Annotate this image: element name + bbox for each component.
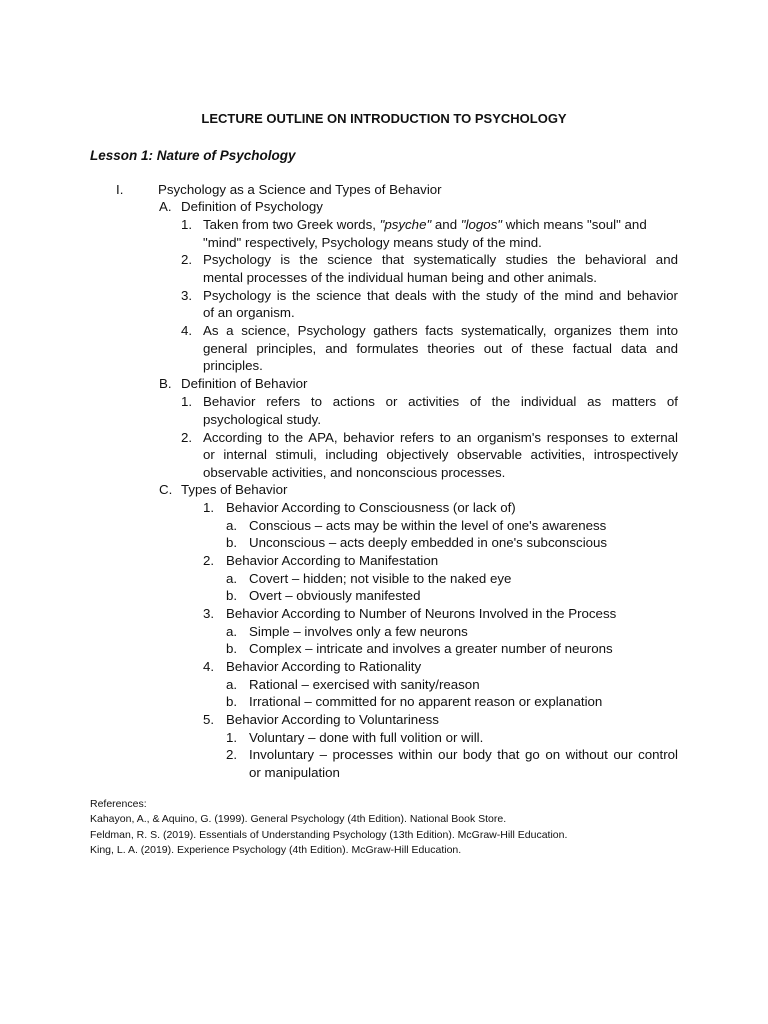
- subsection-heading: Types of Behavior: [181, 482, 288, 497]
- references: [90, 797, 567, 858]
- group-heading: Behavior According to Manifestation: [226, 553, 439, 568]
- item-text-part: which means "soul" and: [502, 217, 647, 232]
- letter-marker: B.: [159, 376, 172, 391]
- number-marker: 2.: [181, 430, 193, 445]
- letter-marker: a.: [226, 571, 238, 586]
- number-marker: 2.: [203, 553, 215, 568]
- number-marker: 1.: [181, 217, 193, 232]
- group-heading: Behavior According to Voluntariness: [226, 712, 439, 727]
- number-marker: 3.: [181, 288, 193, 303]
- item-text: or internal stimuli, including objectively observable activities, introspectively: [203, 447, 678, 462]
- lesson-heading: Lesson 1: Nature of Psychology: [90, 148, 296, 163]
- group-heading: Behavior According to Consciousness (or lack of): [226, 500, 516, 515]
- letter-marker: C.: [159, 482, 173, 497]
- item-text: observable activities, and nonconscious processes.: [203, 465, 506, 480]
- item-text: of an organism.: [203, 305, 295, 320]
- roman-marker: I.: [116, 182, 124, 197]
- item-text: Conscious – acts may be within the level of one's awareness: [249, 518, 607, 533]
- item-text: principles.: [203, 358, 263, 373]
- item-text: Simple – involves only a few neurons: [249, 624, 468, 639]
- subsection-heading: Definition of Behavior: [181, 376, 308, 391]
- item-text: Behavior refers to actions or activities of the individual as matters of: [203, 394, 678, 409]
- references-heading: References:: [90, 798, 147, 810]
- letter-marker: b.: [226, 535, 238, 550]
- item-text: According to the APA, behavior refers to an organism's responses to external: [203, 430, 678, 445]
- letter-marker: a.: [226, 518, 238, 533]
- group-heading: Behavior According to Number of Neurons Involved in the Process: [226, 606, 617, 621]
- item-text: Covert – hidden; not visible to the naked eye: [249, 571, 512, 586]
- reference-entry: Kahayon, A., & Aquino, G. (1999). General Psychology (4th Edition). National Book Store.: [90, 813, 507, 826]
- item-text: Rational – exercised with sanity/reason: [249, 677, 480, 692]
- letter-marker: a.: [226, 624, 238, 639]
- item-text: general principles, and formulates theories out of these factual data and: [203, 341, 678, 356]
- letter-marker: b.: [226, 588, 238, 603]
- letter-marker: a.: [226, 677, 238, 692]
- item-text: Irrational – committed for no apparent reason or explanation: [249, 694, 603, 709]
- number-marker: 1.: [226, 730, 238, 745]
- item-text-part: Taken from two Greek words,: [203, 217, 380, 232]
- number-marker: 1.: [181, 394, 193, 409]
- item-text: Unconscious – acts deeply embedded in one's subconscious: [249, 535, 608, 550]
- item-text: As a science, Psychology gathers facts systematically, organizes them into: [203, 323, 678, 338]
- subsection-heading: Definition of Psychology: [181, 199, 323, 214]
- letter-marker: A.: [159, 199, 172, 214]
- number-marker: 4.: [181, 323, 193, 338]
- number-marker: 2.: [226, 747, 238, 762]
- group-heading: Behavior According to Rationality: [226, 659, 422, 674]
- item-text: [203, 216, 678, 234]
- item-text: Voluntary – done with full volition or will.: [249, 730, 484, 745]
- letter-marker: b.: [226, 641, 238, 656]
- letter-marker: b.: [226, 694, 238, 709]
- number-marker: 3.: [203, 606, 215, 621]
- number-marker: 1.: [203, 500, 215, 515]
- item-text: or manipulation: [249, 765, 340, 780]
- document-title: LECTURE OUTLINE ON INTRODUCTION TO PSYCHOLOGY: [201, 111, 567, 126]
- item-text: Overt – obviously manifested: [249, 588, 421, 603]
- item-text-part: and: [431, 217, 461, 232]
- number-marker: 4.: [203, 659, 215, 674]
- item-text: Complex – intricate and involves a greater number of neurons: [249, 641, 613, 656]
- item-text: Involuntary – processes within our body that go on without our control: [249, 747, 678, 762]
- reference-entry: Feldman, R. S. (2019). Essentials of Understanding Psychology (13th Edition). McGraw-Hill Education.: [90, 828, 568, 841]
- greek-term: "logos": [460, 217, 503, 232]
- item-text: mental processes of the individual human being and other animals.: [203, 270, 597, 285]
- item-text: psychological study.: [203, 412, 322, 427]
- section-heading: Psychology as a Science and Types of Behavior: [158, 182, 442, 197]
- item-text: Psychology is the science that systematically studies the behavioral and: [203, 252, 678, 267]
- item-text: Psychology is the science that deals with the study of the mind and behavior: [203, 288, 678, 303]
- item-text: "mind" respectively, Psychology means study of the mind.: [203, 235, 542, 250]
- number-marker: 5.: [203, 712, 215, 727]
- reference-entry: King, L. A. (2019). Experience Psychology (4th Edition). McGraw-Hill Education.: [90, 843, 462, 856]
- number-marker: 2.: [181, 252, 193, 267]
- greek-term: "psyche": [379, 217, 432, 232]
